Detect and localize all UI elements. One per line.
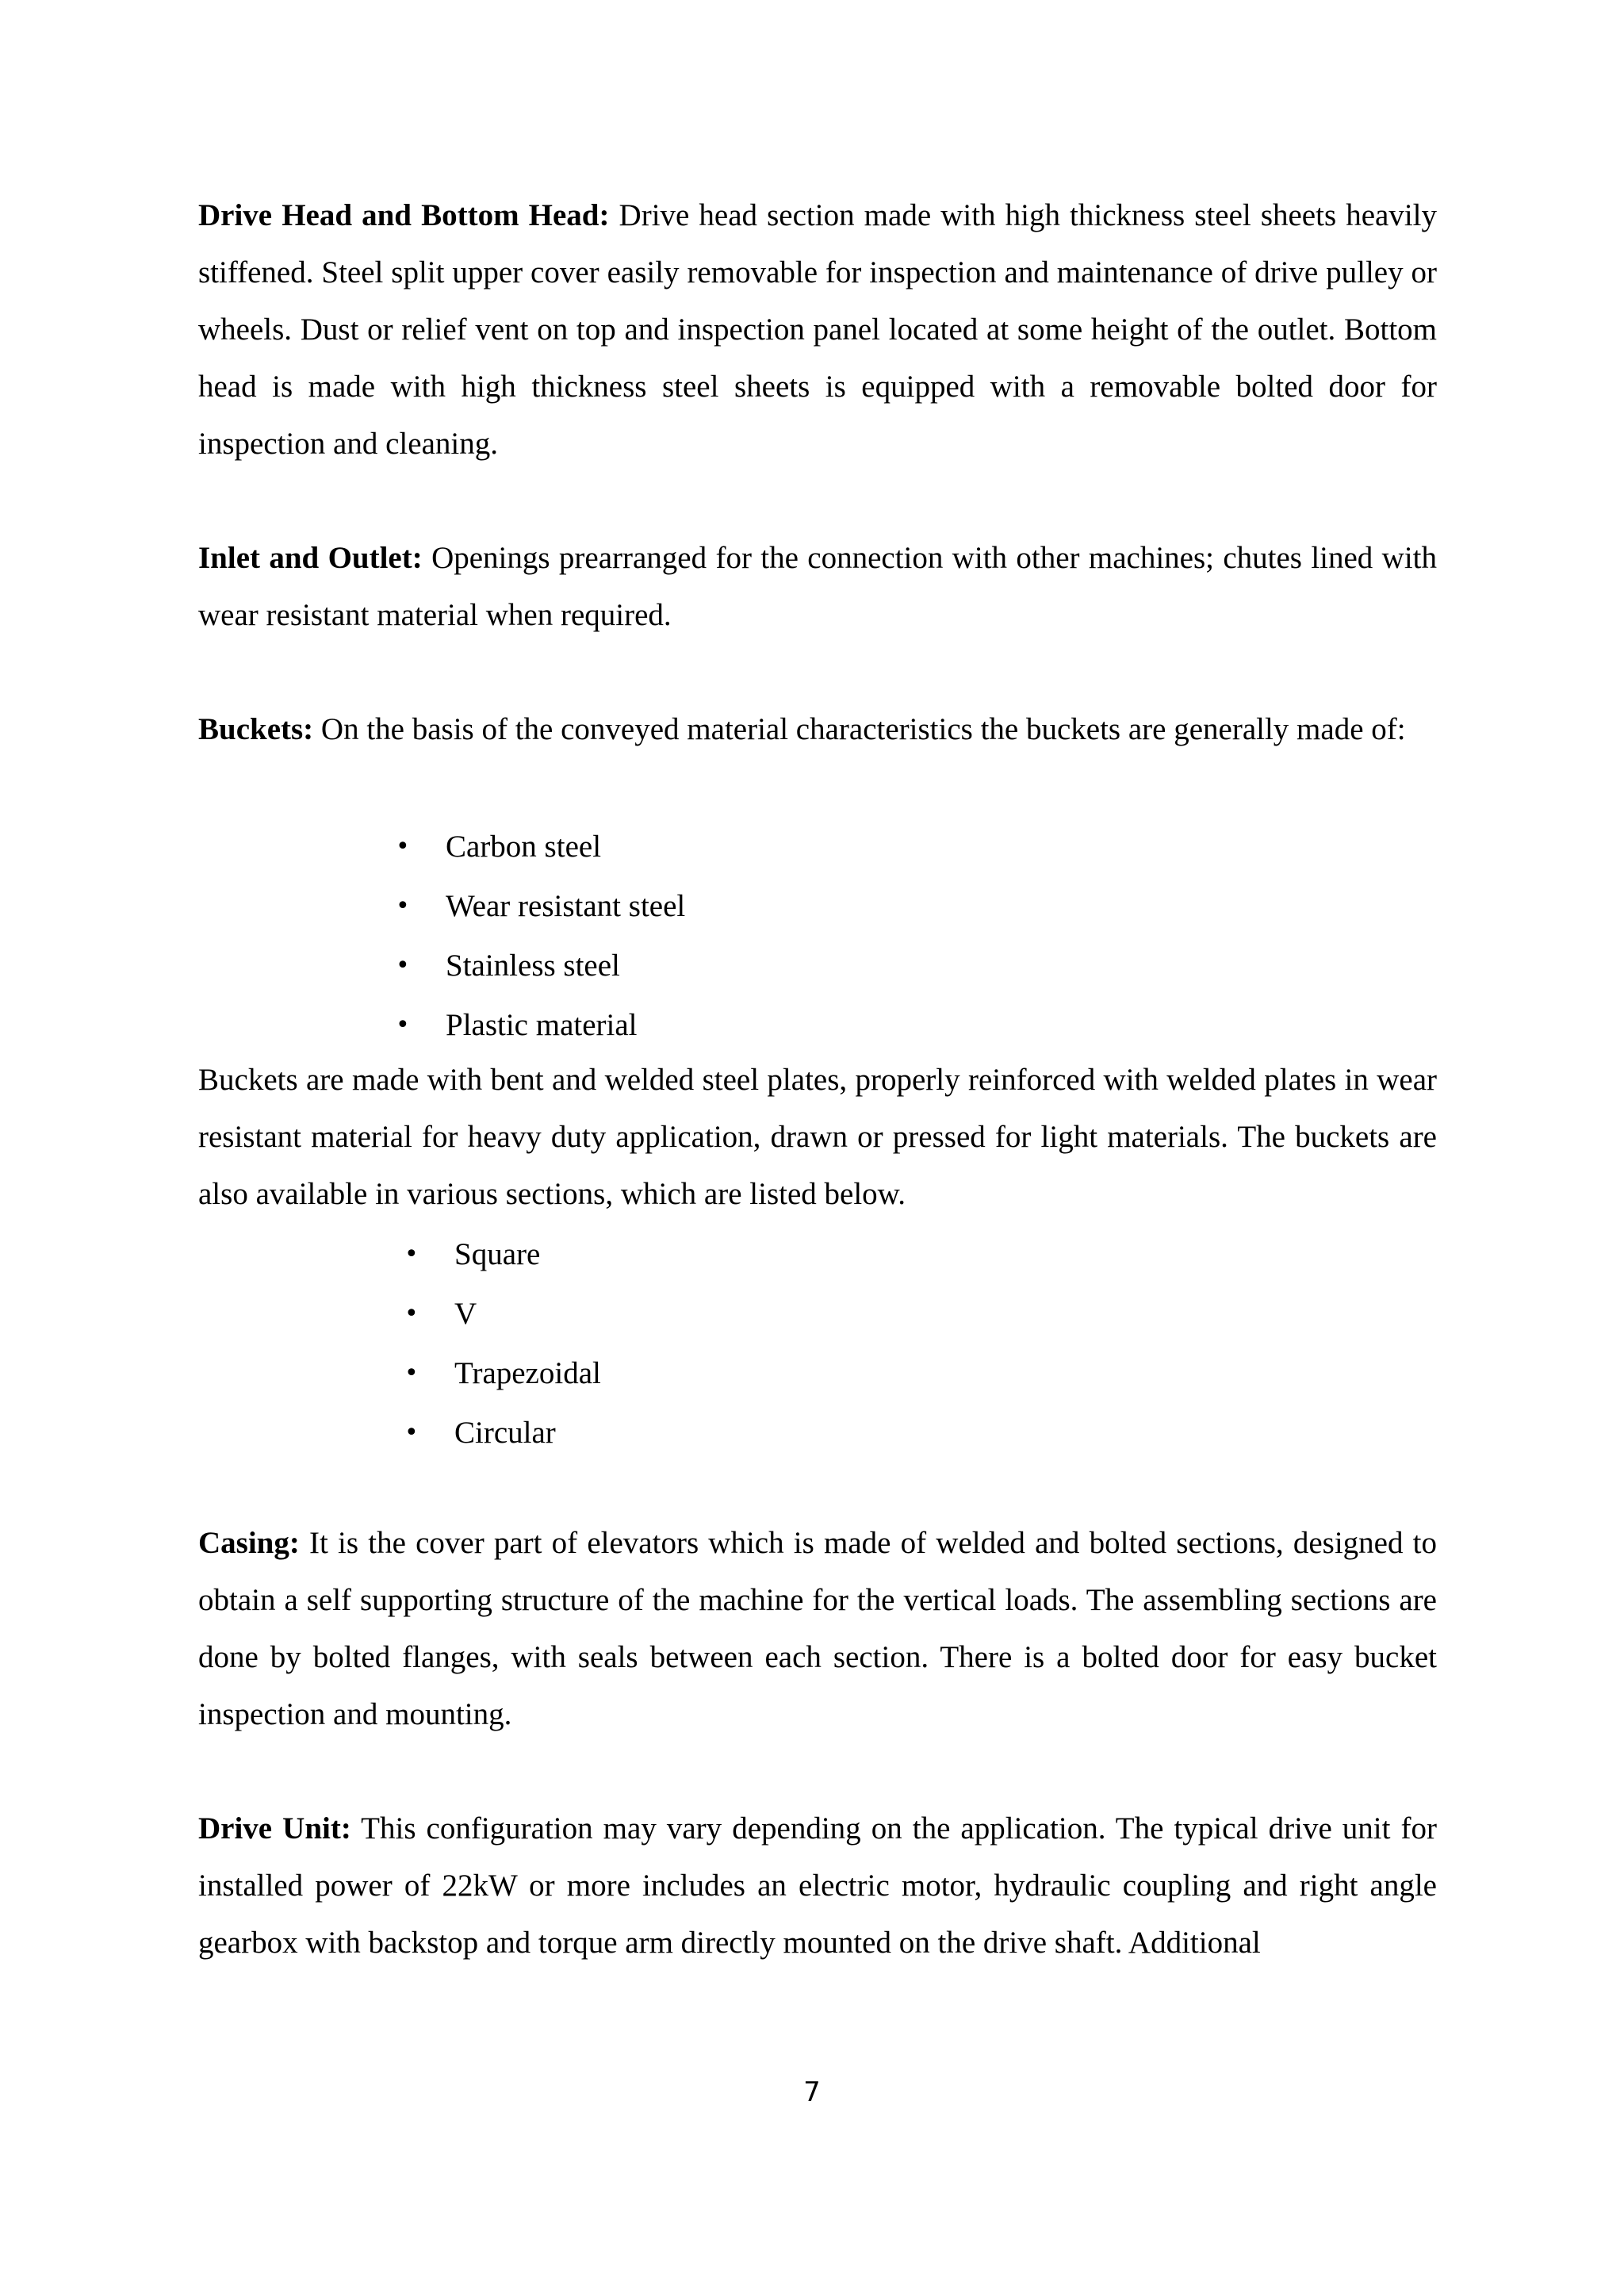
list-item bbox=[396, 936, 685, 995]
heading-buckets: Buckets: bbox=[198, 712, 314, 746]
bullet-icon: • bbox=[404, 1240, 419, 1268]
paragraph-drive-unit bbox=[198, 1800, 1437, 1972]
heading-drive-head: Drive Head and Bottom Head: bbox=[198, 198, 610, 232]
list-item-label: Plastic material bbox=[446, 1008, 638, 1042]
list-item-label: Trapezoidal bbox=[454, 1356, 601, 1390]
bullet-icon: • bbox=[396, 833, 410, 861]
bullet-icon: • bbox=[404, 1359, 419, 1387]
page-number: 7 bbox=[803, 2076, 821, 2108]
list-item-label: Carbon steel bbox=[446, 830, 602, 864]
list-item bbox=[404, 1225, 601, 1284]
paragraph-casing bbox=[198, 1515, 1437, 1743]
bullet-icon: • bbox=[404, 1300, 419, 1328]
heading-casing: Casing: bbox=[198, 1526, 300, 1560]
bullet-icon: • bbox=[396, 892, 410, 920]
list-item bbox=[396, 995, 685, 1055]
text-casing: It is the cover part of elevators which is made of welded and bolted sections, designed to obtain a self supporting structure of the machine for the vertical loads. The assembling sections are done by bolted flanges, with seals between each section. There is a bolted door for easy bucket inspection and mounting. bbox=[198, 1526, 1437, 1731]
list-item-label: Circular bbox=[454, 1416, 556, 1450]
heading-inlet-outlet: Inlet and Outlet: bbox=[198, 541, 423, 575]
bullet-icon: • bbox=[404, 1419, 419, 1447]
list-item bbox=[404, 1403, 601, 1462]
list-item bbox=[396, 817, 685, 876]
paragraph-drive-head bbox=[198, 187, 1437, 473]
text-drive-unit: This configuration may vary depending on the application. The typical drive unit for installed power of 22kW or more includes an electric motor, hydraulic coupling and right angle gearbox with backstop and torque arm directly mounted on the drive shaft. Additional bbox=[198, 1811, 1437, 1960]
list-item-label: Wear resistant steel bbox=[446, 889, 686, 923]
text-buckets: On the basis of the conveyed material characteristics the buckets are generally made of: bbox=[313, 712, 1406, 746]
list-item-label: Stainless steel bbox=[446, 949, 620, 983]
list-item bbox=[404, 1343, 601, 1403]
bucket-shapes-list bbox=[404, 1225, 601, 1462]
list-item-label: V bbox=[454, 1297, 477, 1331]
bullet-icon: • bbox=[396, 952, 410, 979]
bullet-icon: • bbox=[396, 1011, 410, 1039]
list-item-label: Square bbox=[454, 1237, 541, 1271]
list-item bbox=[404, 1284, 601, 1343]
paragraph-inlet-outlet bbox=[198, 530, 1437, 644]
heading-drive-unit: Drive Unit: bbox=[198, 1811, 351, 1846]
text-inlet-outlet: Openings prearranged for the connection with other machines; chutes lined with wear resistant material when required. bbox=[198, 541, 1437, 632]
text-drive-head: Drive head section made with high thickness steel sheets heavily stiffened. Steel split upper cover easily removable for inspection and maintenance of drive pulley or wheels. Dust or relief vent on top and inspection panel located at some height of the outlet. Bottom head is made with high thickness steel sheets is equipped with a removable bolted door for inspection and cleaning. bbox=[198, 198, 1437, 461]
bucket-materials-list bbox=[396, 817, 686, 1055]
list-item bbox=[396, 876, 686, 936]
paragraph-bucket-description bbox=[198, 1052, 1437, 1223]
text-bucket-description: Buckets are made with bent and welded steel plates, properly reinforced with welded plates in wear resistant material for heavy duty application, drawn or pressed for light materials. The buckets are also available in various sections, which are listed below. bbox=[198, 1063, 1437, 1211]
paragraph-buckets bbox=[198, 701, 1437, 758]
